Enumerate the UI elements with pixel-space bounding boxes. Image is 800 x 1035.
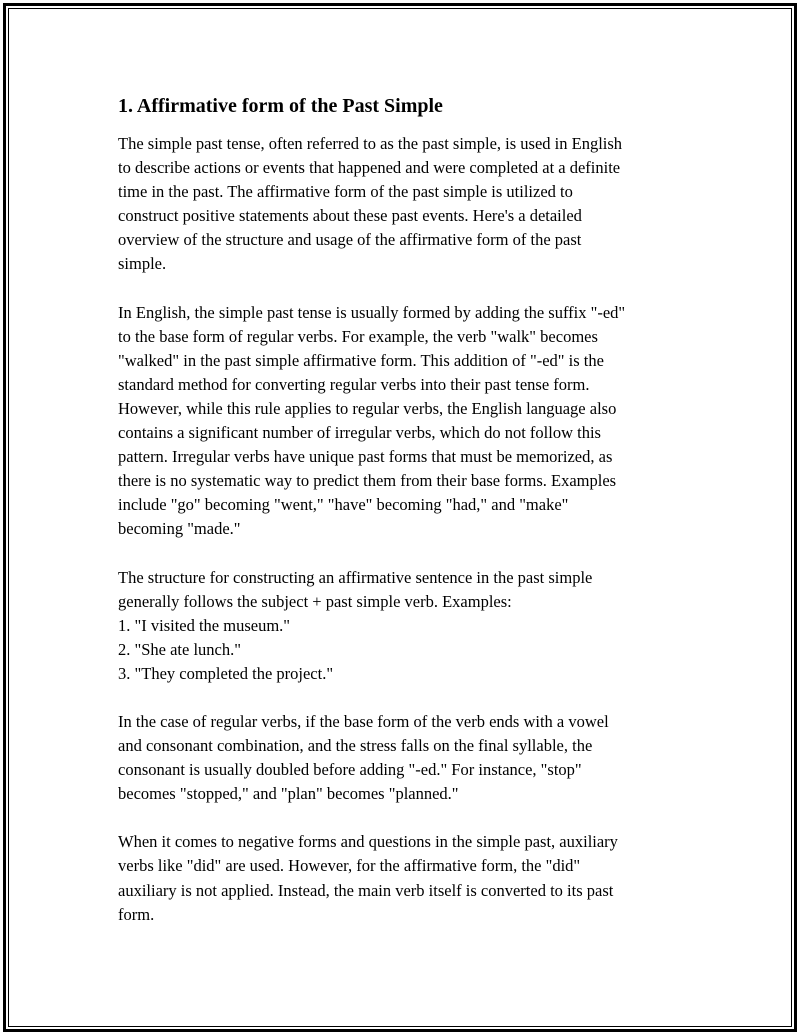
- document-body: [118, 92, 698, 951]
- page-title: 1. Affirmative form of the Past Simple: [118, 95, 443, 117]
- paragraph-consonant-doubling: In the case of regular verbs, if the base form of the verb ends with a vowel and consonant combination, and the stress falls on the final syllable, the consonant is usually doubled before adding "-ed." For instance, "stop" becomes "stopped," and "plan" becomes "planned.": [118, 711, 609, 804]
- paragraph-structure-examples: The structure for constructing an affirmative sentence in the past simple generally follows the subject + past simple verb. Examples: 1. "I visited the museum." 2. "She ate lunch." 3. "They completed the project.": [118, 567, 593, 683]
- paragraph-auxiliary: When it comes to negative forms and questions in the simple past, auxiliary verbs like "did" are used. However, for the affirmative form, the "did" auxiliary is not applied. Instead, the main verb itself is converted to its past form.: [118, 832, 618, 924]
- paragraph-regular-irregular: In English, the simple past tense is usually formed by adding the suffix "-ed" to the base form of regular verbs. For example, the verb "walk" becomes "walked" in the past simple affirmative form. This addition of "-ed" is the standard method for converting regular verbs into their past tense form. However, while this rule applies to regular verbs, the English language also contains a significant number of irregular verbs, which do not follow this pattern. Irregular verbs have unique past forms that must be memorized, as there is no systematic way to predict them from their base forms. Examples include "go" becoming "went," "have" becoming "had," and "make" becoming "made.": [118, 302, 626, 539]
- paragraph-intro: The simple past tense, often referred to as the past simple, is used in English to describe actions or events that happened and were completed at a definite time in the past. The affirmative form of the past simple is utilized to construct positive statements about these past events. Here's a detailed overview of the structure and usage of the affirmative form of the past simple.: [118, 134, 623, 274]
